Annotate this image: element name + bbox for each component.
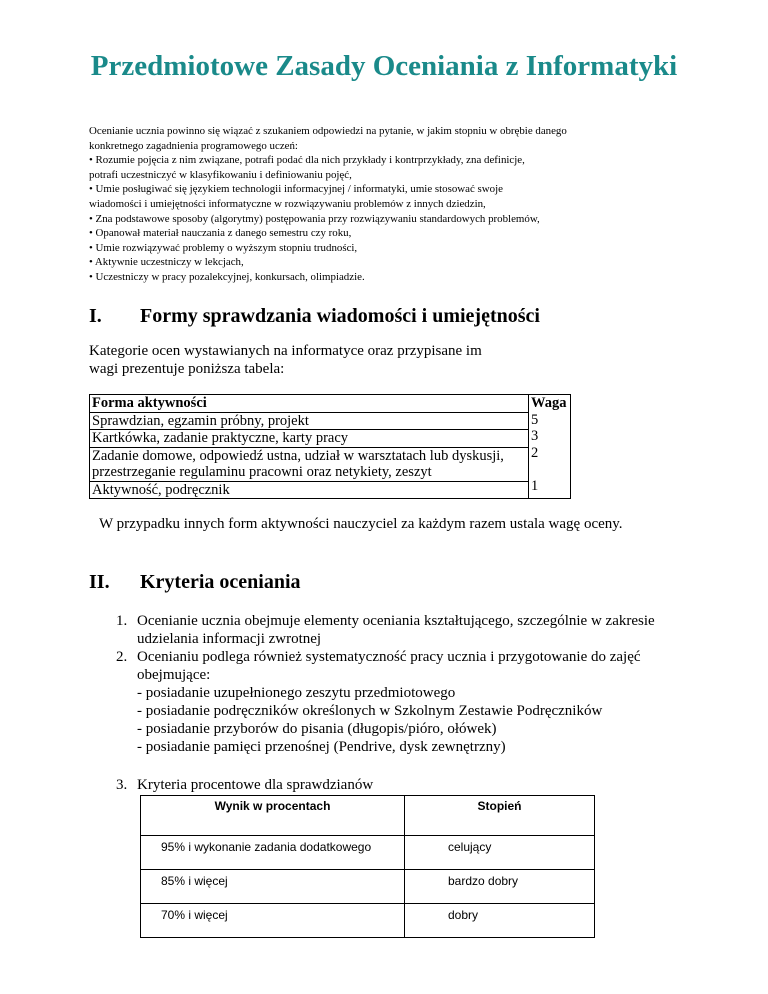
table-row — [90, 412, 571, 430]
percent-cell: 85% i więcej — [141, 870, 405, 904]
section-2-heading — [89, 571, 301, 594]
section-2-title: Kryteria oceniania — [140, 571, 301, 593]
page-title: Przedmiotowe Zasady Oceniania z Informatyki — [90, 50, 678, 82]
list-item — [116, 776, 696, 794]
intro-line: • Umie rozwiązywać problemy o wyższym stopniu trudności, — [89, 241, 358, 254]
list-item-text: Kryteria procentowe dla sprawdzianów — [137, 777, 374, 793]
grade-criteria-table — [140, 795, 595, 938]
weight-value: 3 — [531, 428, 539, 444]
list-subitem: - posiadanie pamięci przenośnej (Pendrive, dysk zewnętrzny) — [137, 739, 506, 755]
table-header-cell: Forma aktywności — [90, 395, 529, 413]
percent-cell: 70% i więcej — [141, 904, 405, 938]
list-marker: 2. — [116, 649, 128, 665]
intro-line: potrafi uczestniczyć w klasyfikowaniu i definiowaniu pojęć, — [89, 168, 352, 181]
activity-cell: Zadanie domowe, odpowiedź ustna, udział w warsztatach lub dyskusji, przestrzeganie regulaminu pracowni oraz netykiety, zeszyt — [90, 447, 529, 481]
weight-value: 2 — [531, 444, 539, 461]
activity-weights-table — [89, 394, 571, 499]
list-subitem: - posiadanie uzupełnionego zeszytu przedmiotowego — [137, 685, 456, 701]
intro-line: Ocenianie ucznia powinno się wiązać z szukaniem odpowiedzi na pytanie, w jakim stopniu w obrębie danego — [89, 125, 567, 137]
criteria-list — [116, 612, 696, 794]
section-1-heading — [89, 305, 540, 328]
table-header-row — [141, 796, 595, 836]
percent-cell: 95% i wykonanie zadania dodatkowego — [141, 836, 405, 870]
intro-line: • Zna podstawowe sposoby (algorytmy) postępowania przy rozwiązywaniu standardowych problemów, — [89, 212, 540, 225]
table-row — [141, 836, 595, 870]
list-spacer — [116, 756, 696, 776]
grade-cell: celujący — [405, 836, 595, 870]
weight-value: 1 — [531, 477, 539, 494]
table-row — [141, 870, 595, 904]
section-1-title: Formy sprawdzania wiadomości i umiejętności — [140, 305, 540, 327]
intro-line: • Uczestniczy w pracy pozalekcyjnej, konkursach, olimpiadzie. — [89, 270, 365, 283]
activity-cell: Aktywność, podręcznik — [90, 481, 529, 499]
list-marker: 1. — [116, 613, 128, 629]
table-row — [90, 481, 571, 499]
list-subitem: - posiadanie przyborów do pisania (długopis/pióro, ołówek) — [137, 721, 497, 737]
list-subitem: - posiadanie podręczników określonych w Szkolnym Zestawie Podręczników — [137, 703, 603, 719]
table-header-cell: Waga — [531, 395, 567, 411]
table-header-row — [90, 395, 571, 413]
section-1-number: I. — [89, 305, 102, 327]
grade-cell: dobry — [405, 904, 595, 938]
intro-line: • Opanował materiał nauczania z danego semestru czy roku, — [89, 227, 352, 240]
grade-cell: bardzo dobry — [405, 870, 595, 904]
list-item-text: Ocenianie ucznia obejmuje elementy oceniania kształtującego, szczególnie w zakresie udzielania informacji zwrotnej — [137, 613, 655, 647]
intro-line: wiadomości i umiejętności informatyczne w rozwiązywaniu problemów z innych dziedzin, — [89, 197, 486, 210]
intro-paragraph — [89, 124, 689, 285]
intro-line: • Aktywnie uczestniczy w lekcjach, — [89, 256, 244, 269]
weight-value: 5 — [531, 411, 539, 428]
weights-column — [529, 395, 571, 499]
activity-cell: Sprawdzian, egzamin próbny, projekt — [90, 412, 529, 430]
table-header-cell: Stopień — [405, 796, 595, 836]
table-header-cell: Wynik w procentach — [141, 796, 405, 836]
intro-line: konkretnego zagadnienia programowego uczeń: — [89, 139, 298, 152]
list-item — [116, 612, 696, 648]
section-1-paragraph: Kategorie ocen wystawianych na informatyce oraz przypisane im wagi prezentuje poniższa tabela: — [89, 343, 482, 377]
table-row — [90, 430, 571, 448]
intro-line: • Umie posługiwać się językiem technologii informacyjnej / informatyki, umie stosować swoje — [89, 183, 503, 196]
list-item-text: Ocenianiu podlega również systematyczność pracy ucznia i przygotowanie do zajęć obejmujące: — [137, 649, 641, 683]
section-2-number: II. — [89, 571, 110, 593]
list-marker: 3. — [116, 777, 128, 793]
table-row — [90, 447, 571, 481]
activity-cell: Kartkówka, zadanie praktyczne, karty pracy — [90, 430, 529, 448]
list-item — [116, 648, 696, 756]
intro-line: • Rozumie pojęcia z nim związane, potrafi podać dla nich przykłady i kontrprzykłady, zna definicje, — [89, 154, 525, 167]
table-row — [141, 904, 595, 938]
section-1-note: W przypadku innych form aktywności nauczyciel za każdym razem ustala wagę oceny. — [99, 516, 623, 532]
